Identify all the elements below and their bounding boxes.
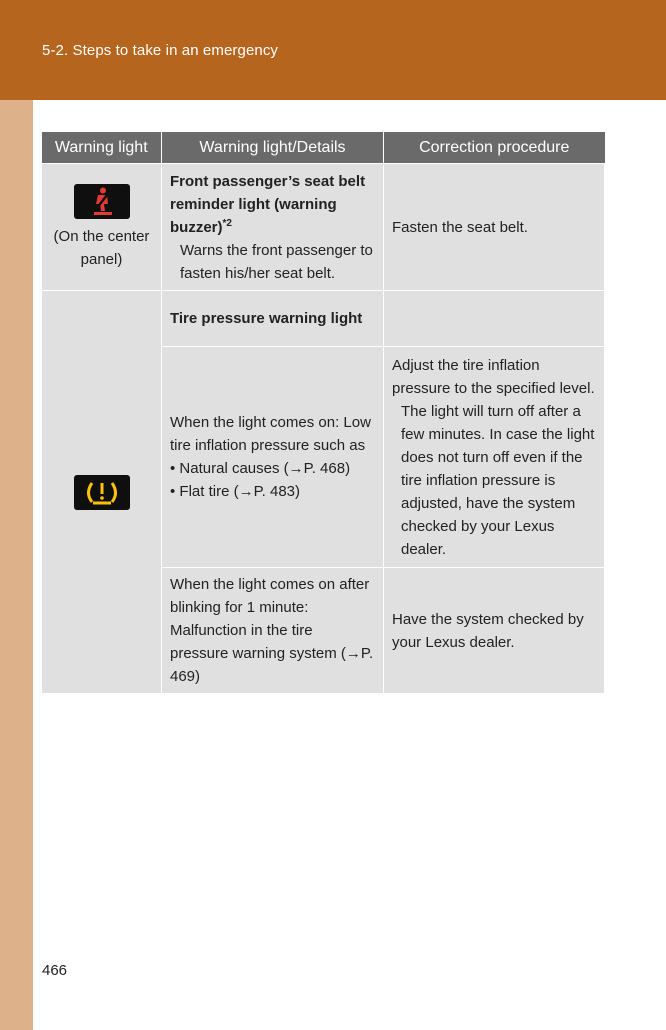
- column-header: Warning light: [42, 132, 162, 164]
- correction-cell: [384, 291, 605, 347]
- correction-cell: [384, 347, 605, 568]
- light-title: Tire pressure warning light: [170, 310, 363, 327]
- bullet-item: • Natural causes (→P. 468): [170, 460, 351, 477]
- details-cell: When the light comes on after blinking for 1 minute: Malfunction in the tire pressure warning system (→P. 469): [162, 568, 384, 694]
- column-header: Warning light/Details: [162, 132, 384, 164]
- warning-light-table: [41, 132, 605, 694]
- warning-icon-cell: [42, 164, 162, 291]
- table-row: [42, 164, 605, 291]
- location-note: (On the center panel): [53, 227, 150, 268]
- side-tab: [0, 100, 33, 1030]
- details-cell: [162, 347, 384, 568]
- correction-detail: The light will turn off after a few minutes. In case the light does not turn off even if the tire inflation pressure is adjusted, have the system checked by your Lexus dealer.: [401, 402, 595, 558]
- light-title: Front passenger’s seat belt reminder light (warning buzzer)$^{*2}$: [170, 172, 366, 236]
- table-row: [42, 291, 605, 347]
- table-header-row: [42, 132, 605, 164]
- section-title: 5-2. Steps to take in an emergency: [42, 42, 279, 59]
- correction-cell: Fasten the seat belt.: [384, 164, 605, 291]
- correction-cell: Have the system checked by your Lexus dealer.: [384, 568, 605, 694]
- condition-text: When the light comes on: Low tire inflation pressure such as: [170, 414, 371, 454]
- warning-icon-cell: [42, 291, 162, 694]
- details-cell: [162, 291, 384, 347]
- tire-pressure-warning-icon: [74, 475, 130, 510]
- correction-text: Adjust the tire inflation pressure to the specified level.: [392, 356, 595, 397]
- bullet-item: • Flat tire (→P. 483): [170, 483, 301, 500]
- seat-belt-reminder-icon: [74, 184, 130, 219]
- header-band: [0, 0, 666, 100]
- page-number: 466: [42, 962, 68, 979]
- column-header: Correction procedure: [384, 132, 605, 164]
- details-cell: [162, 164, 384, 291]
- light-description: Warns the front passenger to fasten his/her seat belt.: [180, 241, 373, 282]
